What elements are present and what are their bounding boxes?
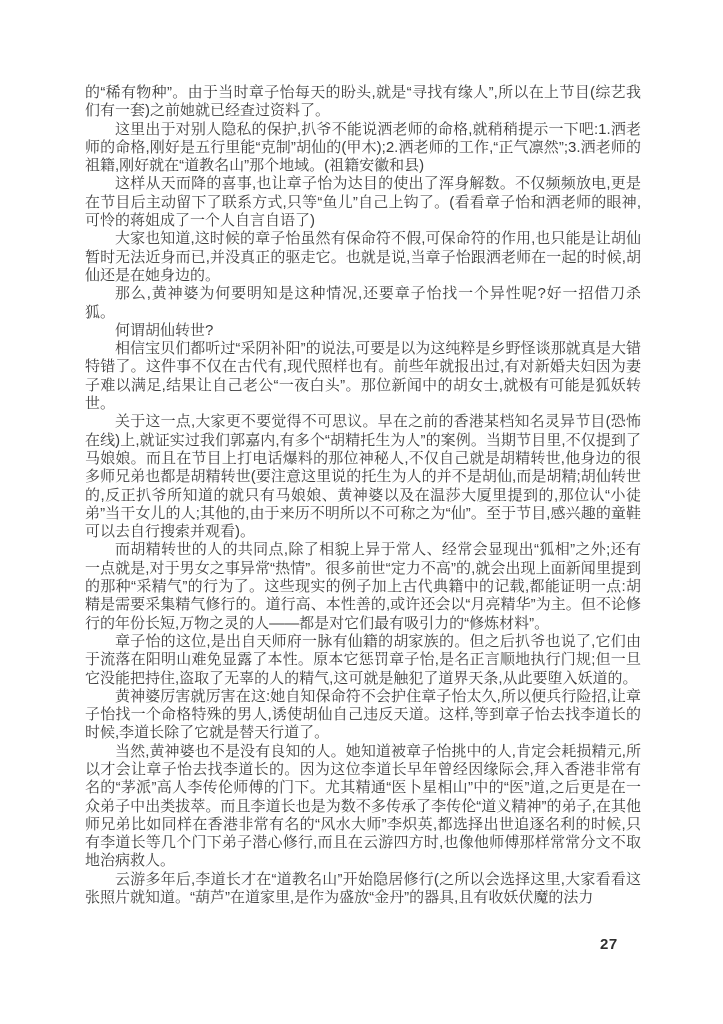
paragraph: 云游多年后,李道长才在“道教名山”开始隐居修行(之所以会选择这里,大家看看这张照片就知道。“葫芦”在道家里,是作为盛放“金丹”的器具,且有收妖伏魔的法力 [85,870,641,907]
paragraph: 那么,黄神婆为何要明知是这种情况,还要章子怡找一个异性呢?好一招借刀杀狐。 [85,285,641,321]
paragraph: 这样从天而降的喜事,也让章子怡为达目的使出了浑身解数。不仅频频放电,更是在节目后主动留下了联系方式,只等“鱼儿”自己上钩了。(看看章子怡和洒老师的眼神,可怜的蒋姐成了一个人自言自语了) [85,175,641,230]
paragraph: 当然,黄神婆也不是没有良知的人。她知道被章子怡挑中的人,肯定会耗损精元,所以才会让章子怡去找李道长的。因为这位李道长早年曾经因缘际会,拜入香港非常有名的“茅派”高人李传伦师傅的门下。尤其精通“医卜星相山”中的“医”道,之后更是在一众弟子中出类拔萃。而且李道长也是为数不多传承了李传伦“道义精神”的弟子,在其他师兄弟比如同样在香港非常有名的“风水大师”李炽英,都选择出世追逐名利的时候,只有李道长等几个门下弟子潜心修行,而且在云游四方时,也像他师傅那样常常分文不取地治病救人。 [85,742,641,870]
paragraph: 相信宝贝们都听过“采阴补阳”的说法,可要是以为这纯粹是乡野怪谈那就真是大错特错了。这件事不仅在古代有,现代照样也有。前些年就报出过,有对新婚夫妇因为妻子难以满足,结果让自己老公“一夜白头”。那位新闻中的胡女士,就极有可能是狐妖转世。 [85,340,641,413]
paragraph: 的“稀有物种”。由于当时章子怡每天的盼头,就是“寻找有缘人”,所以在上节目(综艺我们有一套)之前她就已经查过资料了。 [85,84,641,120]
paragraph: 而胡精转世的人的共同点,除了相貌上异于常人、经常会显现出“狐相”之外;还有一点就是,对于男女之事异常“热情”。很多前世“定力不高”的,就会出现上面新闻里提到的那种“采精气”的行为了。这些现实的例子加上古代典籍中的记载,都能证明一点:胡精是需要采集精气修行的。道行高、本性善的,或许还会以“月亮精华”为主。但不论修行的年份长短,万物之灵的人——都是对它们最有吸引力的“修炼材料”。 [85,541,641,632]
paragraph: 大家也知道,这时候的章子怡虽然有保命符不假,可保命符的作用,也只能是让胡仙暂时无法近身而已,并没真正的驱走它。也就是说,当章子怡跟洒老师在一起的时候,胡仙还是在她身边的。 [85,230,641,284]
paragraph: 黄神婆厉害就厉害在这:她自知保命符不会护住章子怡太久,所以便兵行险招,让章子怡找一个命格特殊的男人,诱使胡仙自己违反天道。这样,等到章子怡去找李道长的时候,李道长除了它就是替天行道了。 [85,687,641,742]
paragraph: 关于这一点,大家更不要觉得不可思议。早在之前的香港某档知名灵异节目(恐怖在线)上,就证实过我们郭嘉内,有多个“胡精托生为人”的案例。当期节目里,不仅提到了马娘娘。而且在节目上打电话爆料的那位神秘人,不仅自己就是胡精转世,他身边的很多师兄弟也都是胡精转世(要注意这里说的托生为人的并不是胡仙,而是胡精;胡仙转世的,反正扒爷所知道的就只有马娘娘、黄神婆以及在温莎大厦里提到的,那位认“小徒弟”当干女儿的人;其他的,由于来历不明所以不可称之为“仙”。至于节目,感兴趣的童鞋可以去自行搜索并观看)。 [85,413,641,541]
text-body [85,84,641,907]
page-number: 27 [600,936,618,953]
paragraph: 这里出于对别人隐私的保护,扒爷不能说洒老师的命格,就稍稍提示一下吧:1.洒老师的命格,刚好是五行里能“克制”胡仙的(甲木);2.洒老师的工作,“正气凛然”;3.洒老师的祖籍,刚好就在“道教名山”那个地域。(祖籍安徽和县) [85,120,641,175]
paragraph: 何谓胡仙转世? [115,321,214,339]
paragraph: 章子怡的这位,是出自天师府一脉有仙籍的胡家族的。但之后扒爷也说了,它们由于流落在阳明山难免显露了本性。原本它惩罚章子怡,是名正言顺地执行门规;但一旦它没能把持住,盗取了无辜的人的精气,这可就是触犯了道界天条,从此要堕入妖道的。 [85,632,641,687]
